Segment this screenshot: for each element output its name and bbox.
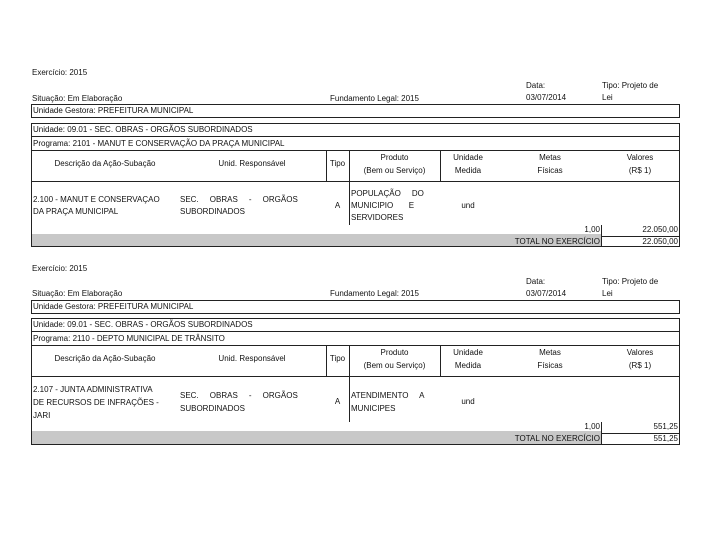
header-unidade: Unidade [453,348,483,357]
row-resp-1: SEC. OBRAS - ORGÃOS [180,195,298,204]
programa-label: Programa: 2110 - DEPTO MUNICIPAL DE TRÂNSITO [33,334,225,343]
row-produto-1: POPULAÇÃO DO [351,189,424,198]
header-produto-sub: (Bem ou Serviço) [363,166,426,175]
row-produto-1: ATENDIMENTO A [351,391,425,400]
header-metas: Metas [539,153,561,162]
data-label: Data: [526,81,546,90]
situacao-label: Situação: Em Elaboração [32,289,123,298]
total-label: TOTAL NO EXERCÍCIO [514,237,600,246]
programa-label: Programa: 2101 - MANUT E CONSERVAÇÃO DA PRAÇA MUNICIPAL [33,139,285,148]
header-produto: Produto [380,348,409,357]
row-descricao-1: 2.107 - JUNTA ADMINISTRATIVA [33,385,153,394]
header-rs: (R$ 1) [628,361,652,370]
header-unid-resp: Unid. Responsável [218,354,286,363]
unidade-label: Unidade: 09.01 - SEC. OBRAS - ORGÃOS SUBORDINADOS [33,320,253,329]
header-unid-resp: Unid. Responsável [218,159,286,168]
row-valor: 22.050,00 [642,225,678,234]
header-produto-sub: (Bem ou Serviço) [363,361,426,370]
unidade-gestora-label: Unidade Gestora: PREFEITURA MUNICIPAL [33,302,194,311]
header-valores: Valores [626,153,654,162]
situacao-label: Situação: Em Elaboração [32,94,123,103]
row-resp-2: SUBORDINADOS [180,404,245,413]
row-tipo: A [334,201,341,210]
row-resp-1: SEC. OBRAS - ORGÃOS [180,391,298,400]
header-produto: Produto [380,153,409,162]
row-valor: 551,25 [653,422,678,431]
tipo-label: Tipo: Projeto de [602,81,659,90]
exercicio-label: Exercício: 2015 [32,68,88,77]
row-tipo: A [334,397,341,406]
row-metas: 1,00 [584,422,600,431]
row-descricao-1: 2.100 - MANUT E CONSERVAÇAO [33,195,160,204]
row-resp-2: SUBORDINADOS [180,207,245,216]
row-descricao-2: DE RECURSOS DE INFRAÇÕES - [33,398,159,407]
unidade-gestora-label: Unidade Gestora: PREFEITURA MUNICIPAL [33,106,194,115]
header-tipo: Tipo [329,354,346,363]
row-unidade: und [461,201,475,210]
header-rs: (R$ 1) [628,166,652,175]
header-medida: Medida [454,361,482,370]
header-valores: Valores [626,348,654,357]
fundamento-label: Fundamento Legal: 2015 [330,94,419,103]
row-produto-2: MUNICIPES [351,404,396,413]
row-unidade: und [461,397,475,406]
tipo-label: Tipo: Projeto de [602,277,659,286]
fundamento-label: Fundamento Legal: 2015 [330,289,419,298]
header-descricao: Descrição da Ação-Subação [54,354,156,363]
row-produto-3: SERVIDORES [351,213,404,222]
row-produto-2: MUNICIPIO E [351,201,415,210]
header-fisicas: Físicas [537,361,563,370]
header-tipo: Tipo [329,159,346,168]
total-value: 551,25 [653,434,678,443]
row-descricao-3: JARI [33,411,51,420]
tipo-value: Lei [602,289,613,298]
header-descricao: Descrição da Ação-Subação [54,159,156,168]
row-descricao-2: DA PRAÇA MUNICIPAL [33,207,119,216]
data-value: 03/07/2014 [526,93,567,102]
header-fisicas: Físicas [537,166,563,175]
header-metas: Metas [539,348,561,357]
row-metas: 1,00 [584,225,600,234]
header-unidade: Unidade [453,153,483,162]
unidade-label: Unidade: 09.01 - SEC. OBRAS - ORGÃOS SUBORDINADOS [33,125,253,134]
data-label: Data: [526,277,546,286]
exercicio-label: Exercício: 2015 [32,264,88,273]
total-value: 22.050,00 [642,237,678,246]
data-value: 03/07/2014 [526,289,567,298]
header-medida: Medida [454,166,482,175]
tipo-value: Lei [602,93,613,102]
total-label: TOTAL NO EXERCÍCIO [514,434,600,443]
